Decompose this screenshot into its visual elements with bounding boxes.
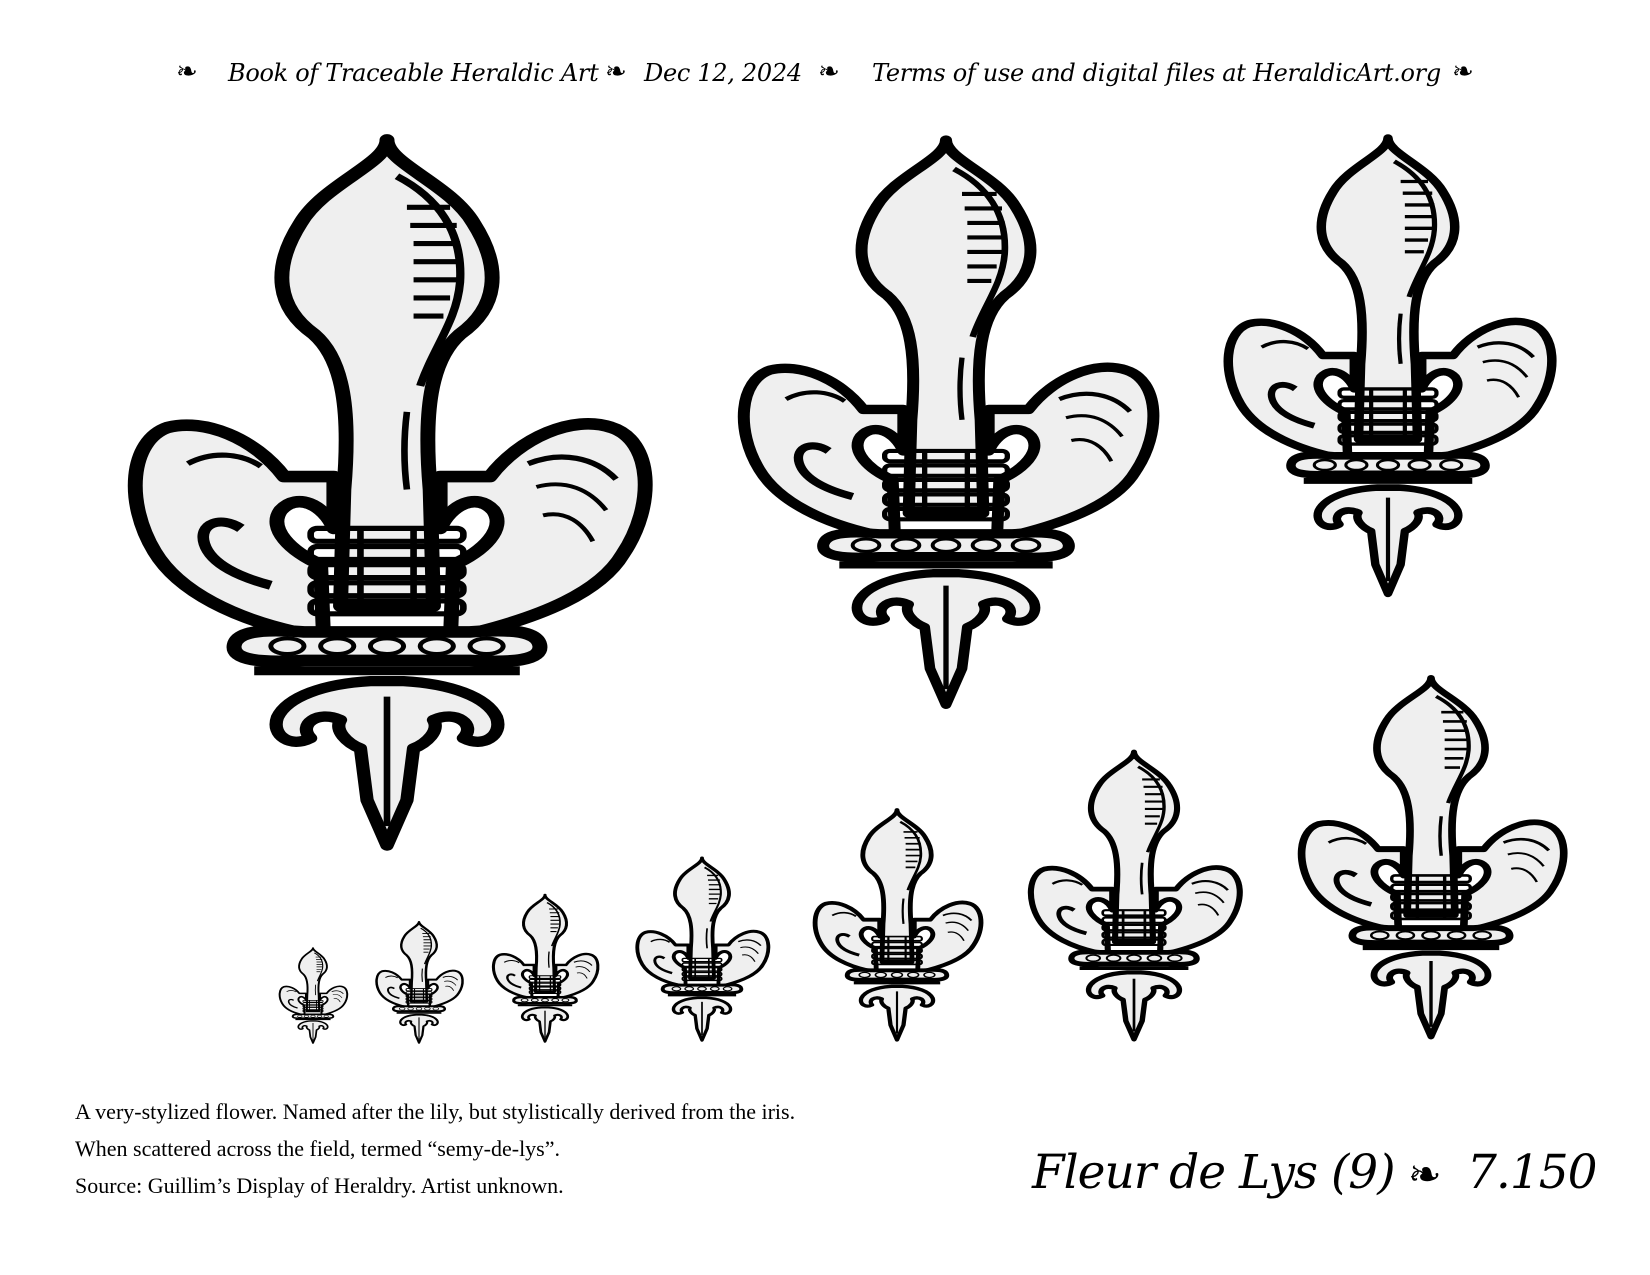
fleur-de-lys-figure-5 — [1032, 752, 1236, 1042]
header-ornament-3: ❧ — [818, 57, 840, 87]
description-line-3: Source: Guillim’s Display of Heraldry. Artist unknown. — [75, 1173, 564, 1198]
header-ornament-4: ❧ — [1452, 57, 1474, 87]
description-line-1: A very-stylized flower. Named after the lily, but stylistically derived from the iris. — [75, 1099, 796, 1124]
description-line-2: When scattered across the field, termed “semy-de-lys”. — [75, 1136, 561, 1161]
header-ornament-1: ❧ — [176, 57, 198, 87]
fleur-de-lys-figure-6 — [816, 810, 978, 1042]
plate-title: Fleur de Lys (9) — [1032, 1145, 1395, 1200]
terms-link-text: Terms of use and digital files at HeraldicArt.org — [872, 59, 1441, 87]
header-ornament-2: ❧ — [605, 57, 627, 87]
fleur-de-lys-figure-2 — [746, 140, 1146, 710]
fleur-de-lys-figure-3 — [1230, 138, 1546, 598]
fleur-de-lys-figure-4 — [1303, 678, 1559, 1040]
plate-number: 7.150 — [1467, 1145, 1597, 1200]
plate-ornament: ❧ — [1408, 1152, 1442, 1198]
fleur-de-lys-figure-9 — [377, 922, 461, 1044]
book-title: Book of Traceable Heraldic Art — [228, 59, 599, 87]
fleur-de-lys-figure-1 — [138, 140, 636, 852]
fleur-de-lys-figure-10 — [280, 948, 346, 1044]
fleur-de-lys-figure-7 — [638, 858, 766, 1042]
fleur-de-lys-figure-8 — [494, 895, 596, 1043]
header-date: Dec 12, 2024 — [644, 59, 802, 87]
plate-description — [75, 1093, 795, 1204]
